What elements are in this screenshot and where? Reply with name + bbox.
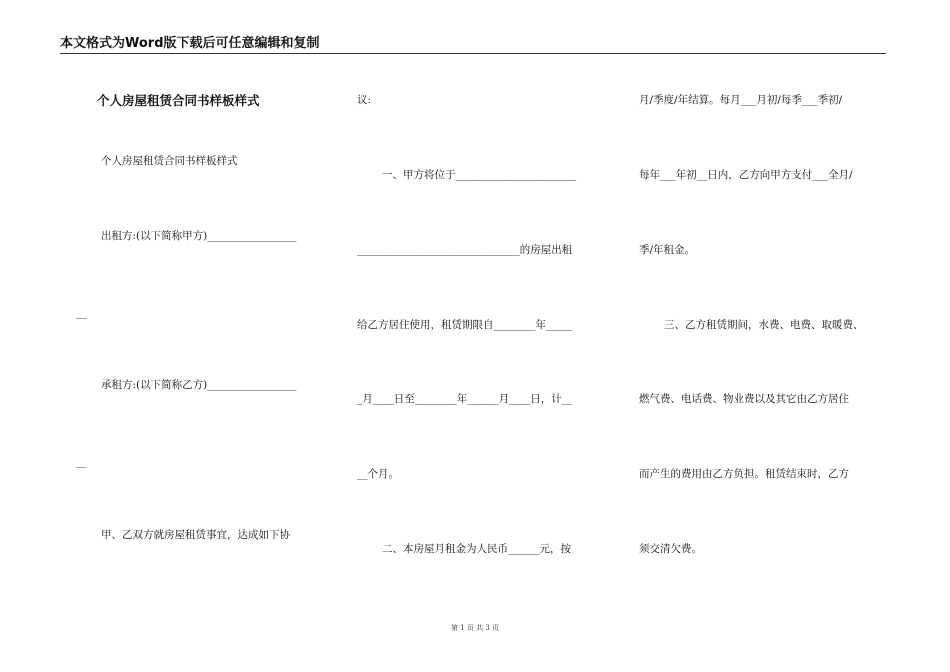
- text-line: __个月。: [357, 468, 399, 480]
- text-line: 个人房屋租赁合同书样板样式: [101, 155, 238, 167]
- text-line: 承租方:(以下简称乙方)_________________: [101, 379, 297, 391]
- text-line: 出租方:(以下简称甲方)_________________: [101, 230, 297, 242]
- text-line: 一、甲方将位于_______________________: [382, 169, 577, 181]
- text-line: 季/年租金。: [639, 244, 696, 256]
- text-line: 月/季度/年结算。每月___月初/每季___季初/: [639, 94, 843, 106]
- text-line: 二、本房屋月租金为人民币______元，按: [382, 543, 571, 555]
- text-line: 燃气费、电话费、物业费以及其它由乙方居住: [639, 393, 849, 405]
- text-line: _月____日至________年______月____日，计__: [357, 393, 573, 405]
- page-header: 本文格式为Word版下载后可任意编辑和复制: [60, 36, 886, 54]
- text-line: 须交清欠费。: [639, 543, 702, 555]
- text-line: _______________________________的房屋出租: [357, 244, 573, 256]
- document-title: 个人房屋租赁合同书样板样式: [97, 93, 260, 108]
- text-line: 而产生的费用由乙方负担。租赁结束时，乙方: [639, 468, 849, 480]
- text-line: 每年___年初__日内，乙方向甲方支付___全月/: [639, 169, 853, 181]
- text-line: 三、乙方租赁期间，水费、电费、取暖费、: [664, 319, 864, 331]
- text-line: 议:: [357, 94, 372, 106]
- text-line: 甲、乙双方就房屋租赁事宜，达成如下协: [101, 529, 290, 541]
- text-line: __: [76, 456, 87, 468]
- text-line: 给乙方居住使用，租赁期限自________年_____: [357, 319, 573, 331]
- page-number: 第 1 页 共 3 页: [450, 624, 500, 632]
- text-line: __: [76, 307, 87, 319]
